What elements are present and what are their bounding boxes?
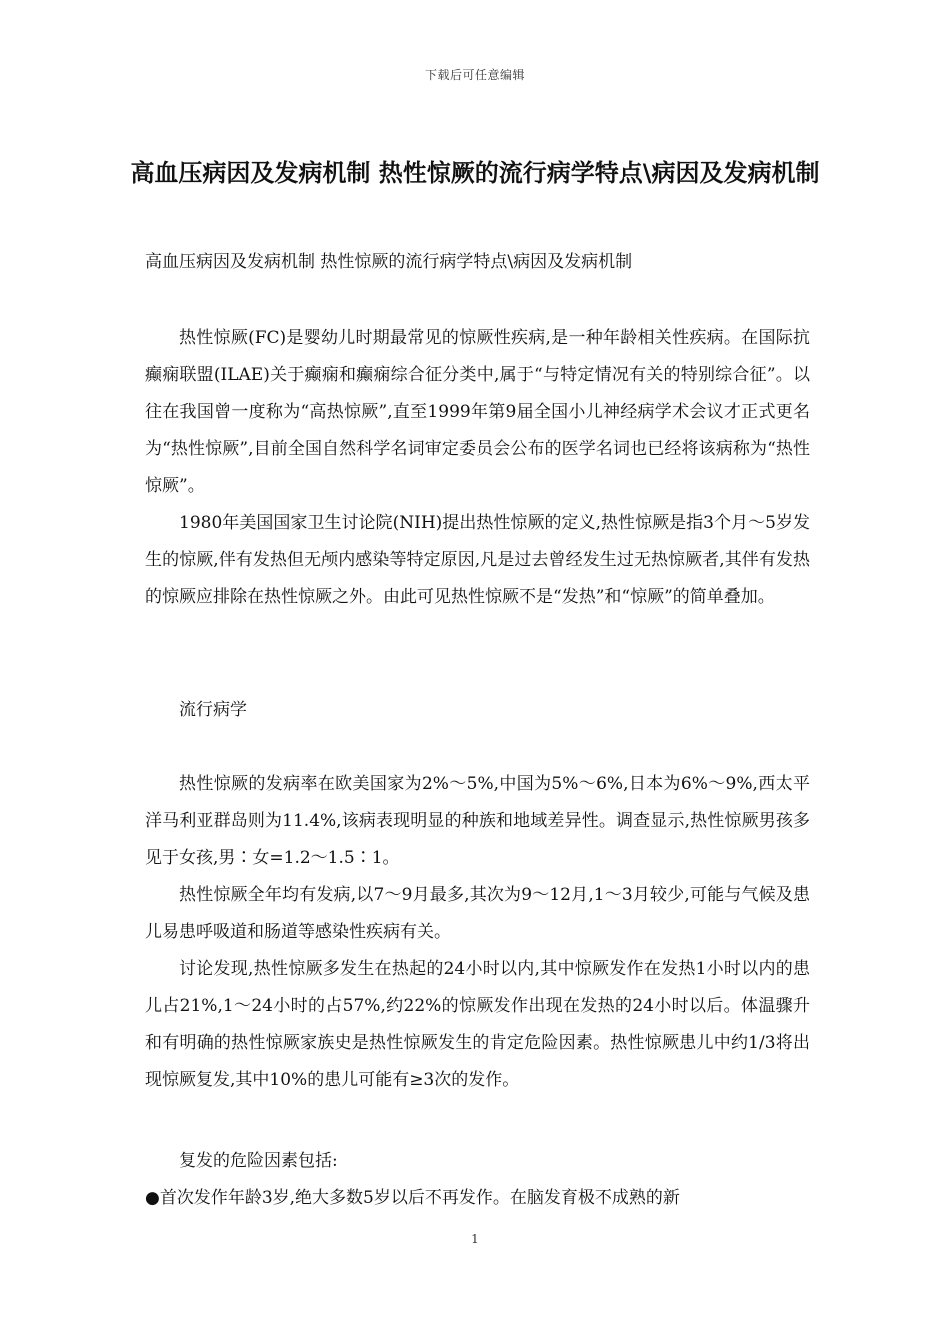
paragraph-definition: 热性惊厥(FC)是婴幼儿时期最常见的惊厥性疾病,是一种年龄相关性疾病。在国际抗癫痫联盟(ILAE)关于癫痫和癫痫综合征分类中,属于“与特定情况有关的特别综合征”。以往在我国曾一度称为“高热惊厥”,直至1999年第9届全国小儿神经病学术会议才正式更名为“热性惊厥”,目前全国自然科学名词审定委员会公布的医学名词也已经将该病称为“热性惊厥”。 xyxy=(145,328,810,496)
intro-section xyxy=(145,320,810,616)
risk-factor-bullet: ●首次发作年龄3岁,绝大多数5岁以后不再发作。在脑发育极不成熟的新 xyxy=(145,1188,680,1208)
paragraph-nih-definition: 1980年美国国家卫生讨论院(NIH)提出热性惊厥的定义,热性惊厥是指3个月～5岁发生的惊厥,伴有发热但无颅内感染等特定原因,凡是过去曾经发生过无热惊厥者,其伴有发热的惊厥应排除在热性惊厥之外。由此可见热性惊厥不是“发热”和“惊厥”的简单叠加。 xyxy=(145,513,810,607)
page-header-note: 下载后可任意编辑 xyxy=(424,68,525,82)
document-subtitle: 高血压病因及发病机制 热性惊厥的流行病学特点\病因及发病机制 xyxy=(145,252,633,272)
page-number: 1 xyxy=(471,1232,479,1246)
paragraph-incidence: 热性惊厥的发病率在欧美国家为2%～5%,中国为5%～6%,日本为6%～9%,西太平洋马利亚群岛则为11.4%,该病表现明显的种族和地域差异性。调查显示,热性惊厥男孩多见于女孩,男∶女=1.2～1.5∶1。 xyxy=(145,774,810,868)
document-title: 高血压病因及发病机制 热性惊厥的流行病学特点\病因及发病机制 xyxy=(130,159,820,187)
risk-factors-section xyxy=(145,1143,810,1217)
epidemiology-section xyxy=(145,766,810,1099)
epidemiology-heading-block xyxy=(145,692,810,729)
section-heading-epidemiology: 流行病学 xyxy=(179,700,247,720)
section-heading-risk-factors: 复发的危险因素包括: xyxy=(179,1151,338,1171)
paragraph-seasonality: 热性惊厥全年均有发病,以7～9月最多,其次为9～12月,1～3月较少,可能与气候及患儿易患呼吸道和肠道等感染性疾病有关。 xyxy=(145,885,810,942)
paragraph-onset-timing: 讨论发现,热性惊厥多发生在热起的24小时以内,其中惊厥发作在发热1小时以内的患儿占21%,1～24小时的占57%,约22%的惊厥发作出现在发热的24小时以后。体温骤升和有明确的热性惊厥家族史是热性惊厥发生的肯定危险因素。热性惊厥患儿中约1/3将出现惊厥复发,其中10%的患儿可能有≥3次的发作。 xyxy=(145,959,810,1090)
